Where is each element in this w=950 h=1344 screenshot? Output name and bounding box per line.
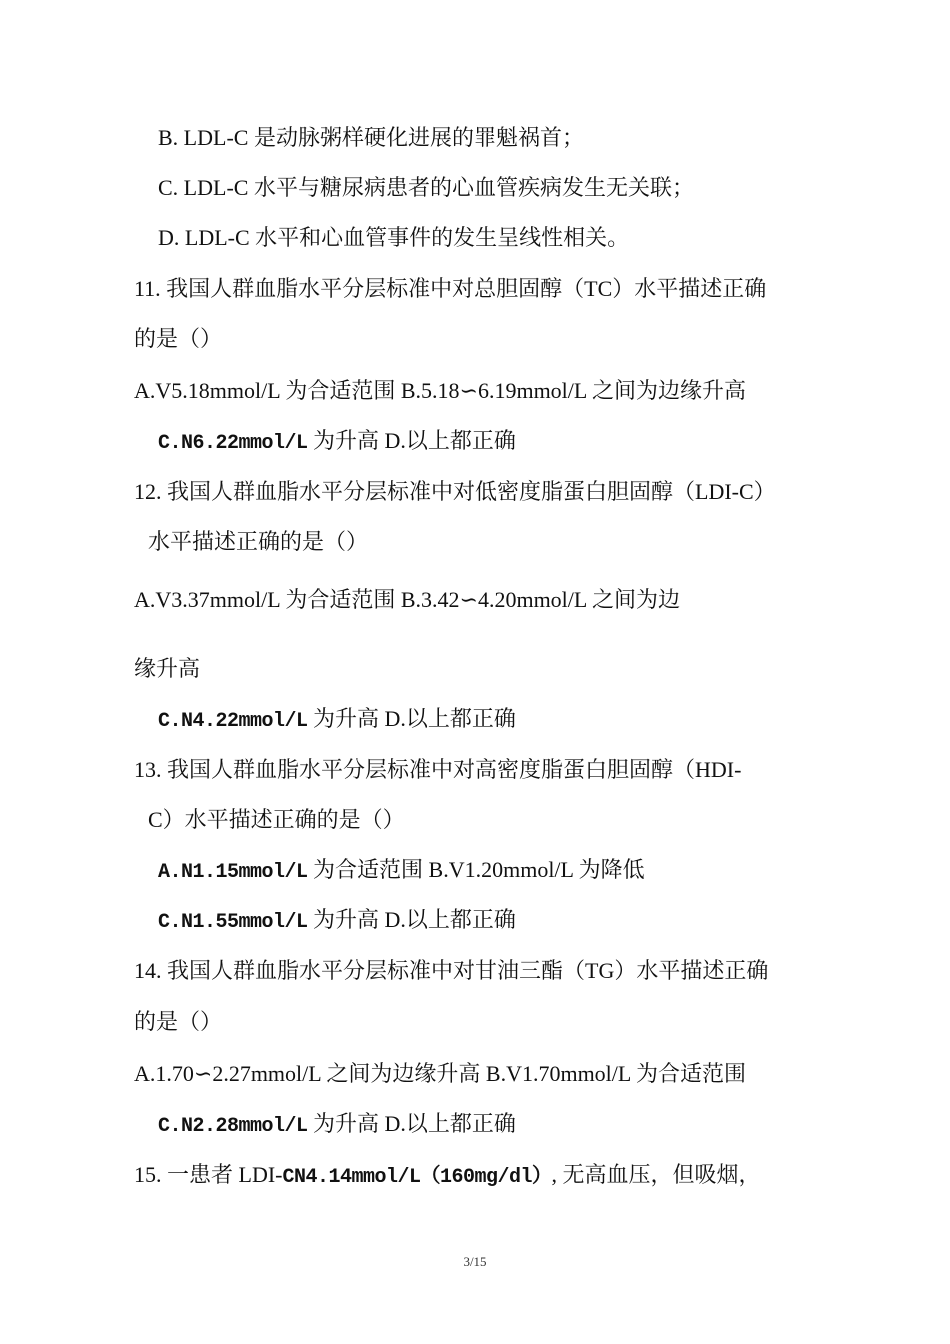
question-11-options-ab: A.V5.18mmol/L 为合适范围 B.5.18∽6.19mmol/L 之间为边缘升高	[134, 378, 747, 403]
question-15-suffix: , 无高血压，但吸烟，	[551, 1162, 761, 1187]
page-number: 3/15	[463, 1254, 487, 1269]
question-12-options-ab-cont: 缘升高	[134, 656, 201, 681]
option-c-d-text: 为升高 D.以上都正确	[307, 706, 516, 731]
option-c-value: C.N4.22mmol/L	[158, 710, 308, 733]
question-15-value: CN4.14mmol/L（160mg/dl）	[282, 1166, 552, 1189]
question-15-prefix: 15. 一患者 LDI-	[134, 1162, 283, 1187]
question-14-line-1: 14. 我国人群血脂水平分层标准中对甘油三酯（TG）水平描述正确	[134, 958, 769, 983]
question-11-line-2: 的是（）	[134, 326, 223, 351]
question-13-line-2: C）水平描述正确的是（）	[148, 807, 405, 832]
question-12-options-ab: A.V3.37mmol/L 为合适范围 B.3.42∽4.20mmol/L 之间为边	[134, 587, 681, 612]
option-d-line: D. LDL-C 水平和心血管事件的发生呈线性相关。	[158, 225, 630, 250]
question-14-line-2: 的是（）	[134, 1009, 223, 1034]
option-c-d-text: 为升高 D.以上都正确	[307, 907, 516, 932]
question-13-line-1: 13. 我国人群血脂水平分层标准中对高密度脂蛋白胆固醇（HDI-	[134, 757, 742, 782]
question-13-options-cd	[158, 906, 516, 937]
option-a-value: A.N1.15mmol/L	[158, 861, 308, 884]
question-12-line-1: 12. 我国人群血脂水平分层标准中对低密度脂蛋白胆固醇（LDI-C）	[134, 479, 776, 504]
question-14-options-ab: A.1.70∽2.27mmol/L 之间为边缘升高 B.V1.70mmol/L 为合适范围	[134, 1061, 747, 1086]
option-c-value: C.N6.22mmol/L	[158, 432, 308, 455]
question-15-line-1	[134, 1161, 761, 1192]
option-c-d-text: 为升高 D.以上都正确	[307, 428, 516, 453]
question-11-options-cd	[158, 427, 516, 458]
option-c-d-text: 为升高 D.以上都正确	[307, 1111, 516, 1136]
option-c-value: C.N2.28mmol/L	[158, 1115, 308, 1138]
option-a-b-text: 为合适范围 B.V1.20mmol/L 为降低	[307, 857, 645, 882]
question-11-line-1: 11. 我国人群血脂水平分层标准中对总胆固醇（TC）水平描述正确	[134, 276, 767, 301]
question-12-line-2: 水平描述正确的是（）	[148, 529, 369, 554]
question-13-options-ab	[158, 856, 645, 887]
question-12-options-cd	[158, 705, 516, 736]
question-14-options-cd	[158, 1110, 516, 1141]
option-b-line: B. LDL-C 是动脉粥样硬化进展的罪魁祸首；	[158, 125, 584, 150]
option-c-line: C. LDL-C 水平与糖尿病患者的心血管疾病发生无关联；	[158, 175, 694, 200]
option-c-value: C.N1.55mmol/L	[158, 911, 308, 934]
